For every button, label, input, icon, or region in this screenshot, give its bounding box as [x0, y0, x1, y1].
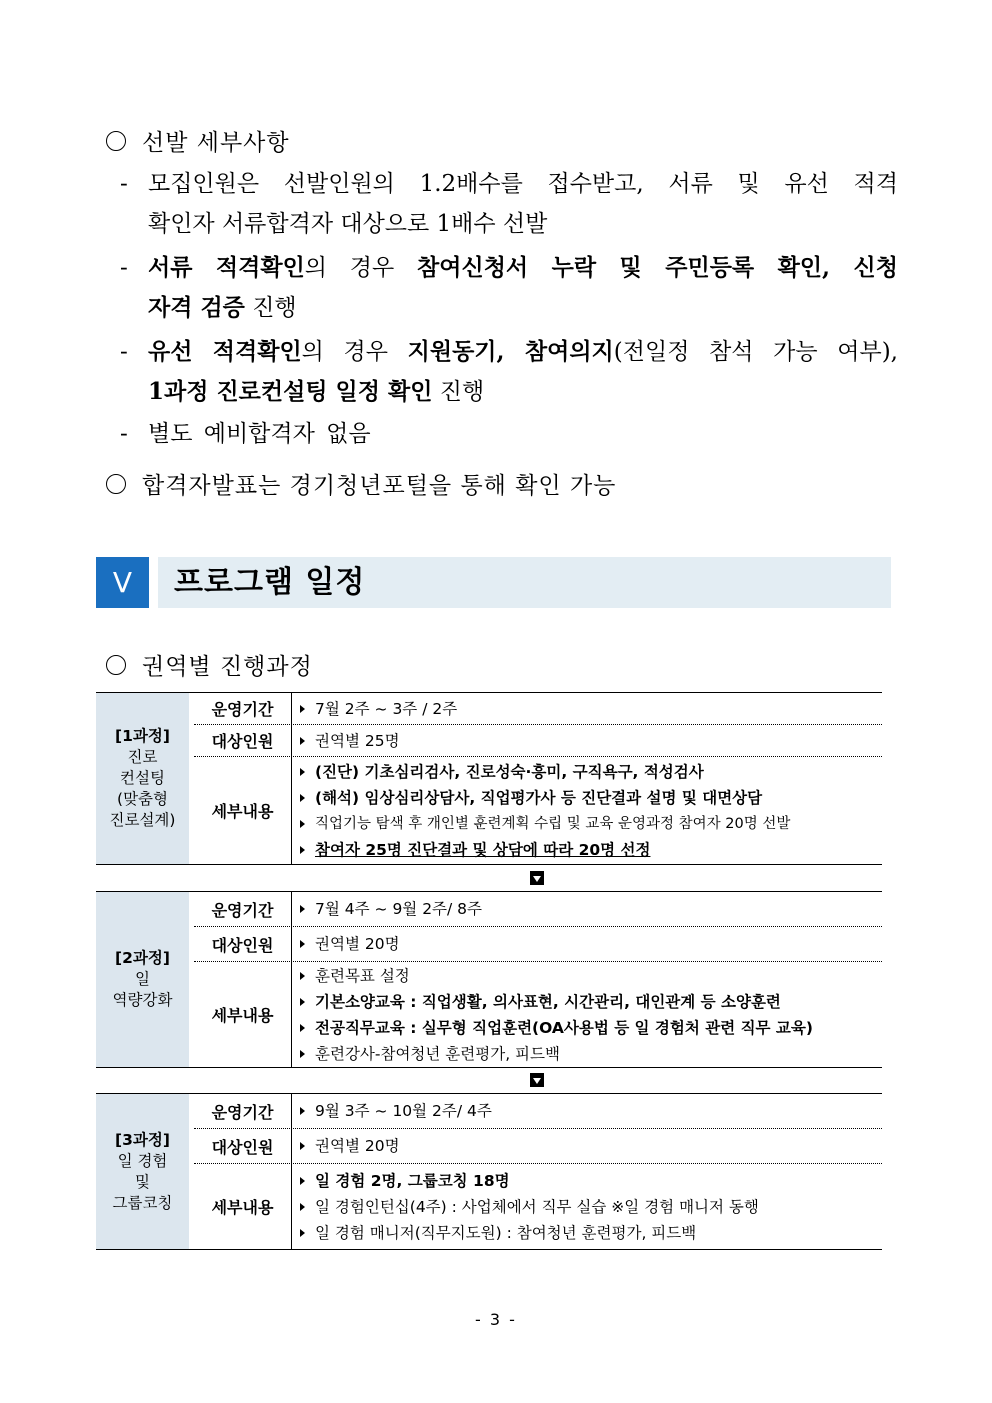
triangle-bullet-icon — [300, 820, 305, 828]
triangle-bullet-icon — [300, 1203, 305, 1211]
triangle-bullet-icon — [300, 998, 305, 1006]
course-1-title-cell: [1과정] 진로 컨설팅 (맞춤형 진로설계) — [96, 693, 189, 864]
triangle-bullet-icon — [300, 768, 305, 776]
triangle-bullet-icon — [300, 846, 305, 854]
selection-item-1: - 모집인원은 선발인원의 1.2배수를 접수받고, 서류 및 유선 적격 확인자 서류합격자 대상으로 1배수 선발 — [120, 171, 898, 237]
triangle-bullet-icon — [300, 705, 305, 713]
course-3 — [96, 1094, 882, 1249]
course-2 — [96, 892, 882, 1067]
schedule-table — [96, 692, 882, 1250]
circle-bullet-icon — [106, 131, 126, 151]
circle-bullet-icon — [106, 474, 126, 494]
selection-item-3: - 유선 적격확인의 경우 지원동기, 참여의지(전일정 참석 가능 여부), 1과정 진로컨설팅 일정 확인 진행 — [120, 338, 898, 405]
triangle-bullet-icon — [300, 1024, 305, 1032]
triangle-bullet-icon — [300, 737, 305, 745]
course-1 — [96, 693, 882, 864]
triangle-bullet-icon — [300, 1229, 305, 1237]
course-3-detail-row: 세부내용 일 경험 2명, 그룹코칭 18명 일 경험인턴십(4주) : 사업체에서 직무 실습 ※일 경험 매니저 동행 일 경험 매니저(직무지도원) : 참여청년 훈련평가, 피드백 — [194, 1164, 882, 1249]
course-2-period-row: 운영기간 7월 4주 ~ 9월 2주/ 8주 — [194, 892, 882, 926]
course-2-title-cell: [2과정] 일 역량강화 — [96, 892, 189, 1067]
course-3-period-row: 운영기간 9월 3주 ~ 10월 2주/ 4주 — [194, 1094, 882, 1128]
selection-item-2: - 서류 적격확인의 경우 참여신청서 누락 및 주민등록 확인, 신청 자격 검증 진행 — [120, 254, 898, 321]
triangle-bullet-icon — [300, 1050, 305, 1058]
course-1-detail-row: 세부내용 (진단) 기초심리검사, 진로성숙·흥미, 구직욕구, 적성검사 (해석) 임상심리상담사, 직업평가사 등 진단결과 설명 및 대면상담 직업기능 탐색 후 개인별 훈련계획 수립 및 교육 운영과정 참여자 20명 선발 참여자 25명 진단결과 및 상담에 따라 20명 선정 — [194, 757, 882, 864]
course-1-period-row: 운영기간 7월 2주 ~ 3주 / 2주 — [194, 693, 882, 724]
triangle-bullet-icon — [300, 972, 305, 980]
triangle-bullet-icon — [300, 1107, 305, 1115]
arrow-down-icon — [530, 871, 544, 885]
course-1-target-row: 대상인원 권역별 25명 — [194, 725, 882, 756]
course-2-detail-row: 세부내용 훈련목표 설정 기본소양교육 : 직업생활, 의사표현, 시간관리, 대인관계 등 소양훈련 전공직무교육 : 실무형 직업훈련(OA사용법 등 일 경험처 관련 직무 교육) 훈련강사-참여청년 훈련평가, 피드백 — [194, 962, 882, 1067]
triangle-bullet-icon — [300, 1142, 305, 1150]
schedule-heading: 권역별 진행과정 — [106, 648, 313, 681]
selection-item-4: - 별도 예비합격자 없음 — [120, 421, 371, 447]
triangle-bullet-icon — [300, 940, 305, 948]
section-number: Ⅴ — [96, 557, 149, 608]
page-number: - 3 - — [475, 1310, 517, 1329]
arrow-down-icon — [530, 1073, 544, 1087]
triangle-bullet-icon — [300, 794, 305, 802]
triangle-bullet-icon — [300, 1177, 305, 1185]
course-3-target-row: 대상인원 권역별 20명 — [194, 1129, 882, 1163]
selection-heading: 선발 세부사항 — [106, 124, 290, 157]
circle-bullet-icon — [106, 655, 126, 675]
course-2-target-row: 대상인원 권역별 20명 — [194, 927, 882, 961]
announcement-line: 합격자발표는 경기청년포털을 통해 확인 가능 — [106, 467, 616, 500]
triangle-bullet-icon — [300, 905, 305, 913]
section-title: 프로그램 일정 — [174, 565, 366, 600]
course-3-title-cell: [3과정] 일 경험 및 그룹코칭 — [96, 1094, 189, 1249]
